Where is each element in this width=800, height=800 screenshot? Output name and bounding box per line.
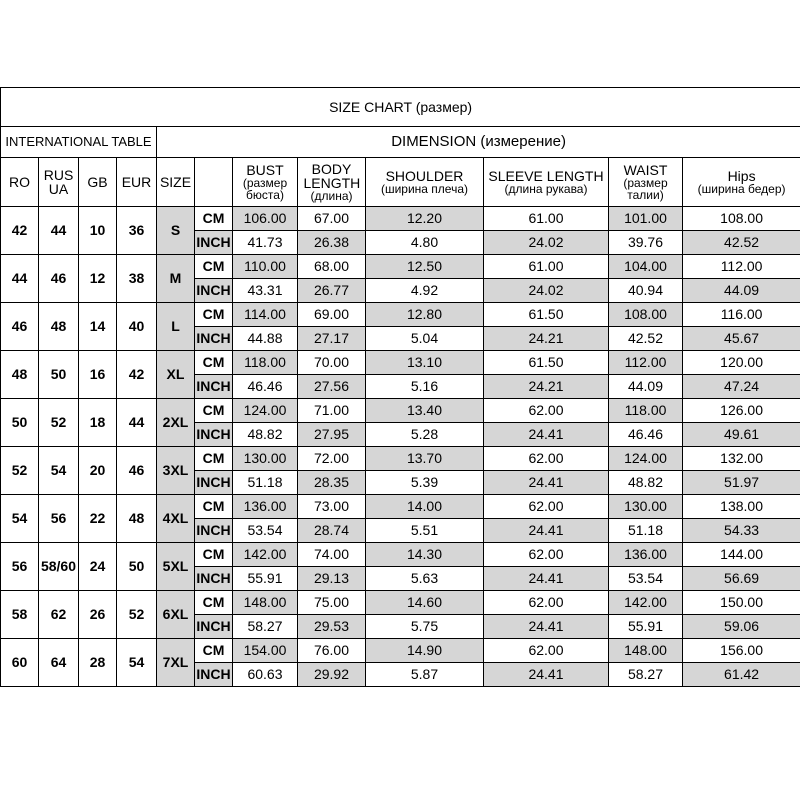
col-header-shoulder xyxy=(366,158,484,207)
cell-sleeve-length-cm: 61.00 xyxy=(484,207,609,231)
cell-rus-ua: 50 xyxy=(39,351,79,399)
cell-bust-inch: 44.88 xyxy=(233,327,298,351)
unit-inch-label: INCH xyxy=(195,279,233,303)
cell-gb: 22 xyxy=(79,495,117,543)
cell-waist-cm: 112.00 xyxy=(609,351,683,375)
cell-bust-inch: 46.46 xyxy=(233,375,298,399)
table-row xyxy=(1,447,800,471)
cell-sleeve-length-cm: 62.00 xyxy=(484,591,609,615)
cell-sleeve-length-inch: 24.21 xyxy=(484,327,609,351)
cell-sleeve-length-inch: 24.02 xyxy=(484,231,609,255)
cell-waist-cm: 130.00 xyxy=(609,495,683,519)
cell-hips-cm: 120.00 xyxy=(683,351,800,375)
cell-body-length-cm: 72.00 xyxy=(298,447,366,471)
unit-cm-label: CM xyxy=(195,351,233,375)
cell-shoulder-cm: 12.20 xyxy=(366,207,484,231)
cell-bust-inch: 43.31 xyxy=(233,279,298,303)
cell-waist-cm: 124.00 xyxy=(609,447,683,471)
cell-hips-cm: 150.00 xyxy=(683,591,800,615)
cell-size: 3XL xyxy=(157,447,195,495)
cell-body-length-inch: 27.95 xyxy=(298,423,366,447)
col-header-sleeve-length xyxy=(484,158,609,207)
cell-hips-inch: 54.33 xyxy=(683,519,800,543)
cell-waist-inch: 40.94 xyxy=(609,279,683,303)
cell-rus-ua: 48 xyxy=(39,303,79,351)
table-row xyxy=(1,543,800,567)
cell-shoulder-inch: 5.51 xyxy=(366,519,484,543)
chart-title: SIZE CHART (размер) xyxy=(1,88,800,127)
cell-bust-cm: 114.00 xyxy=(233,303,298,327)
table-row xyxy=(1,303,800,327)
col-header-rus-ua xyxy=(39,158,79,207)
cell-hips-inch: 61.42 xyxy=(683,663,800,687)
cell-hips-cm: 138.00 xyxy=(683,495,800,519)
col-header-bust-label: BUST xyxy=(246,162,284,178)
cell-gb: 28 xyxy=(79,639,117,687)
cell-bust-inch: 51.18 xyxy=(233,471,298,495)
cell-bust-inch: 60.63 xyxy=(233,663,298,687)
cell-sleeve-length-cm: 61.00 xyxy=(484,255,609,279)
cell-waist-cm: 118.00 xyxy=(609,399,683,423)
cell-size: 4XL xyxy=(157,495,195,543)
table-row xyxy=(1,639,800,663)
cell-rus-ua: 52 xyxy=(39,399,79,447)
cell-body-length-cm: 75.00 xyxy=(298,591,366,615)
cell-body-length-inch: 26.38 xyxy=(298,231,366,255)
cell-shoulder-inch: 5.75 xyxy=(366,615,484,639)
cell-bust-inch: 53.54 xyxy=(233,519,298,543)
cell-sleeve-length-inch: 24.41 xyxy=(484,471,609,495)
cell-body-length-cm: 74.00 xyxy=(298,543,366,567)
cell-bust-cm: 124.00 xyxy=(233,399,298,423)
cell-shoulder-cm: 14.00 xyxy=(366,495,484,519)
cell-hips-inch: 49.61 xyxy=(683,423,800,447)
unit-inch-label: INCH xyxy=(195,327,233,351)
cell-bust-inch: 41.73 xyxy=(233,231,298,255)
cell-sleeve-length-cm: 61.50 xyxy=(484,303,609,327)
cell-rus-ua: 54 xyxy=(39,447,79,495)
unit-cm-label: CM xyxy=(195,447,233,471)
cell-body-length-cm: 68.00 xyxy=(298,255,366,279)
cell-sleeve-length-inch: 24.41 xyxy=(484,663,609,687)
cell-sleeve-length-cm: 62.00 xyxy=(484,639,609,663)
cell-shoulder-inch: 4.92 xyxy=(366,279,484,303)
cell-body-length-cm: 67.00 xyxy=(298,207,366,231)
unit-inch-label: INCH xyxy=(195,663,233,687)
cell-body-length-cm: 69.00 xyxy=(298,303,366,327)
table-row xyxy=(1,399,800,423)
cell-gb: 12 xyxy=(79,255,117,303)
cell-body-length-inch: 29.53 xyxy=(298,615,366,639)
cell-rus-ua: 44 xyxy=(39,207,79,255)
cell-bust-inch: 58.27 xyxy=(233,615,298,639)
col-header-hips-label: Hips xyxy=(727,168,756,184)
unit-cm-label: CM xyxy=(195,543,233,567)
cell-ro: 52 xyxy=(1,447,39,495)
cell-eur: 38 xyxy=(117,255,157,303)
cell-waist-inch: 58.27 xyxy=(609,663,683,687)
cell-gb: 14 xyxy=(79,303,117,351)
cell-hips-inch: 59.06 xyxy=(683,615,800,639)
cell-waist-cm: 104.00 xyxy=(609,255,683,279)
cell-sleeve-length-inch: 24.41 xyxy=(484,519,609,543)
cell-ro: 56 xyxy=(1,543,39,591)
cell-bust-inch: 55.91 xyxy=(233,567,298,591)
size-chart xyxy=(0,87,800,712)
cell-size: 6XL xyxy=(157,591,195,639)
cell-hips-cm: 112.00 xyxy=(683,255,800,279)
cell-eur: 36 xyxy=(117,207,157,255)
cell-shoulder-cm: 14.30 xyxy=(366,543,484,567)
cell-bust-cm: 118.00 xyxy=(233,351,298,375)
cell-shoulder-inch: 5.63 xyxy=(366,567,484,591)
cell-ro: 44 xyxy=(1,255,39,303)
cell-gb: 24 xyxy=(79,543,117,591)
cell-sleeve-length-inch: 24.41 xyxy=(484,567,609,591)
cell-shoulder-cm: 12.80 xyxy=(366,303,484,327)
cell-rus-ua: 56 xyxy=(39,495,79,543)
col-header-bust-sub: (размер бюста) xyxy=(242,176,288,202)
cell-eur: 44 xyxy=(117,399,157,447)
unit-inch-label: INCH xyxy=(195,423,233,447)
col-header-shoulder-sub: (ширина плеча) xyxy=(380,182,469,196)
cell-hips-cm: 144.00 xyxy=(683,543,800,567)
cell-eur: 54 xyxy=(117,639,157,687)
cell-body-length-cm: 76.00 xyxy=(298,639,366,663)
cell-size: 5XL xyxy=(157,543,195,591)
col-header-eur: EUR xyxy=(117,158,157,207)
table-row xyxy=(1,207,800,231)
cell-hips-inch: 56.69 xyxy=(683,567,800,591)
cell-eur: 42 xyxy=(117,351,157,399)
cell-bust-cm: 148.00 xyxy=(233,591,298,615)
cell-hips-inch: 44.09 xyxy=(683,279,800,303)
cell-body-length-inch: 29.13 xyxy=(298,567,366,591)
cell-waist-cm: 101.00 xyxy=(609,207,683,231)
unit-cm-label: CM xyxy=(195,639,233,663)
col-header-gb: GB xyxy=(79,158,117,207)
cell-body-length-cm: 70.00 xyxy=(298,351,366,375)
col-header-size: SIZE xyxy=(157,158,195,207)
col-header-unit xyxy=(195,158,233,207)
cell-bust-inch: 48.82 xyxy=(233,423,298,447)
cell-rus-ua: 46 xyxy=(39,255,79,303)
cell-hips-cm: 116.00 xyxy=(683,303,800,327)
cell-bust-cm: 154.00 xyxy=(233,639,298,663)
unit-inch-label: INCH xyxy=(195,519,233,543)
cell-eur: 40 xyxy=(117,303,157,351)
unit-cm-label: CM xyxy=(195,207,233,231)
col-header-hips-sub: (ширина бедер) xyxy=(697,182,786,196)
col-header-bust xyxy=(233,158,298,207)
unit-inch-label: INCH xyxy=(195,375,233,399)
unit-cm-label: CM xyxy=(195,303,233,327)
size-chart-table xyxy=(0,87,800,687)
cell-sleeve-length-inch: 24.02 xyxy=(484,279,609,303)
cell-waist-inch: 51.18 xyxy=(609,519,683,543)
cell-shoulder-inch: 5.39 xyxy=(366,471,484,495)
cell-shoulder-cm: 12.50 xyxy=(366,255,484,279)
col-header-ro: RO xyxy=(1,158,39,207)
table-row xyxy=(1,495,800,519)
cell-body-length-inch: 27.17 xyxy=(298,327,366,351)
unit-inch-label: INCH xyxy=(195,231,233,255)
cell-body-length-inch: 29.92 xyxy=(298,663,366,687)
col-header-sleeve-length-label: SLEEVE LENGTH xyxy=(488,168,604,184)
col-header-rus-ua-label: RUS UA xyxy=(43,167,74,197)
col-header-hips xyxy=(683,158,800,207)
cell-size: XL xyxy=(157,351,195,399)
cell-size: 2XL xyxy=(157,399,195,447)
cell-hips-cm: 132.00 xyxy=(683,447,800,471)
cell-shoulder-inch: 5.16 xyxy=(366,375,484,399)
cell-shoulder-inch: 5.87 xyxy=(366,663,484,687)
cell-bust-cm: 130.00 xyxy=(233,447,298,471)
cell-size: S xyxy=(157,207,195,255)
cell-eur: 48 xyxy=(117,495,157,543)
cell-ro: 60 xyxy=(1,639,39,687)
cell-size: L xyxy=(157,303,195,351)
cell-ro: 58 xyxy=(1,591,39,639)
cell-body-length-inch: 28.35 xyxy=(298,471,366,495)
cell-waist-cm: 142.00 xyxy=(609,591,683,615)
cell-sleeve-length-inch: 24.41 xyxy=(484,423,609,447)
cell-sleeve-length-cm: 61.50 xyxy=(484,351,609,375)
cell-waist-inch: 55.91 xyxy=(609,615,683,639)
cell-gb: 20 xyxy=(79,447,117,495)
cell-shoulder-cm: 14.60 xyxy=(366,591,484,615)
cell-waist-inch: 39.76 xyxy=(609,231,683,255)
cell-rus-ua: 64 xyxy=(39,639,79,687)
cell-rus-ua: 58/60 xyxy=(39,543,79,591)
cell-waist-inch: 48.82 xyxy=(609,471,683,495)
cell-waist-cm: 136.00 xyxy=(609,543,683,567)
cell-body-length-cm: 73.00 xyxy=(298,495,366,519)
col-header-sleeve-length-sub: (длина рукава) xyxy=(504,182,588,196)
cell-eur: 52 xyxy=(117,591,157,639)
cell-gb: 16 xyxy=(79,351,117,399)
cell-ro: 50 xyxy=(1,399,39,447)
unit-inch-label: INCH xyxy=(195,615,233,639)
cell-bust-cm: 106.00 xyxy=(233,207,298,231)
cell-bust-cm: 142.00 xyxy=(233,543,298,567)
cell-hips-cm: 156.00 xyxy=(683,639,800,663)
cell-waist-inch: 53.54 xyxy=(609,567,683,591)
cell-shoulder-cm: 14.90 xyxy=(366,639,484,663)
unit-cm-label: CM xyxy=(195,495,233,519)
unit-inch-label: INCH xyxy=(195,567,233,591)
cell-eur: 50 xyxy=(117,543,157,591)
cell-hips-inch: 47.24 xyxy=(683,375,800,399)
cell-body-length-inch: 26.77 xyxy=(298,279,366,303)
col-header-body-length-sub: (длина) xyxy=(310,189,353,203)
cell-hips-inch: 45.67 xyxy=(683,327,800,351)
cell-body-length-inch: 28.74 xyxy=(298,519,366,543)
col-header-shoulder-label: SHOULDER xyxy=(385,168,464,184)
col-header-body-length xyxy=(298,158,366,207)
cell-sleeve-length-cm: 62.00 xyxy=(484,399,609,423)
cell-shoulder-cm: 13.10 xyxy=(366,351,484,375)
dimension-header: DIMENSION (измерение) xyxy=(157,127,800,158)
cell-size: 7XL xyxy=(157,639,195,687)
col-header-waist-label: WAIST xyxy=(623,162,668,178)
cell-shoulder-inch: 4.80 xyxy=(366,231,484,255)
cell-waist-inch: 42.52 xyxy=(609,327,683,351)
cell-size: M xyxy=(157,255,195,303)
cell-bust-cm: 136.00 xyxy=(233,495,298,519)
cell-sleeve-length-inch: 24.41 xyxy=(484,615,609,639)
cell-shoulder-cm: 13.70 xyxy=(366,447,484,471)
cell-gb: 10 xyxy=(79,207,117,255)
cell-waist-cm: 148.00 xyxy=(609,639,683,663)
cell-ro: 48 xyxy=(1,351,39,399)
table-row xyxy=(1,351,800,375)
cell-shoulder-cm: 13.40 xyxy=(366,399,484,423)
international-table-header: INTERNATIONAL TABLE xyxy=(1,127,157,158)
table-row xyxy=(1,591,800,615)
cell-hips-cm: 126.00 xyxy=(683,399,800,423)
cell-ro: 46 xyxy=(1,303,39,351)
cell-shoulder-inch: 5.04 xyxy=(366,327,484,351)
cell-sleeve-length-cm: 62.00 xyxy=(484,447,609,471)
col-header-waist xyxy=(609,158,683,207)
cell-hips-cm: 108.00 xyxy=(683,207,800,231)
table-row xyxy=(1,255,800,279)
col-header-body-length-label: BODY LENGTH xyxy=(303,161,361,191)
cell-sleeve-length-cm: 62.00 xyxy=(484,495,609,519)
cell-sleeve-length-cm: 62.00 xyxy=(484,543,609,567)
cell-gb: 18 xyxy=(79,399,117,447)
unit-inch-label: INCH xyxy=(195,471,233,495)
cell-ro: 54 xyxy=(1,495,39,543)
unit-cm-label: CM xyxy=(195,591,233,615)
cell-shoulder-inch: 5.28 xyxy=(366,423,484,447)
cell-gb: 26 xyxy=(79,591,117,639)
cell-rus-ua: 62 xyxy=(39,591,79,639)
cell-waist-cm: 108.00 xyxy=(609,303,683,327)
cell-body-length-inch: 27.56 xyxy=(298,375,366,399)
cell-hips-inch: 51.97 xyxy=(683,471,800,495)
cell-eur: 46 xyxy=(117,447,157,495)
cell-bust-cm: 110.00 xyxy=(233,255,298,279)
cell-hips-inch: 42.52 xyxy=(683,231,800,255)
cell-waist-inch: 44.09 xyxy=(609,375,683,399)
unit-cm-label: CM xyxy=(195,255,233,279)
cell-sleeve-length-inch: 24.21 xyxy=(484,375,609,399)
cell-ro: 42 xyxy=(1,207,39,255)
unit-cm-label: CM xyxy=(195,399,233,423)
col-header-waist-sub: (размер талии) xyxy=(623,176,668,202)
cell-body-length-cm: 71.00 xyxy=(298,399,366,423)
cell-waist-inch: 46.46 xyxy=(609,423,683,447)
